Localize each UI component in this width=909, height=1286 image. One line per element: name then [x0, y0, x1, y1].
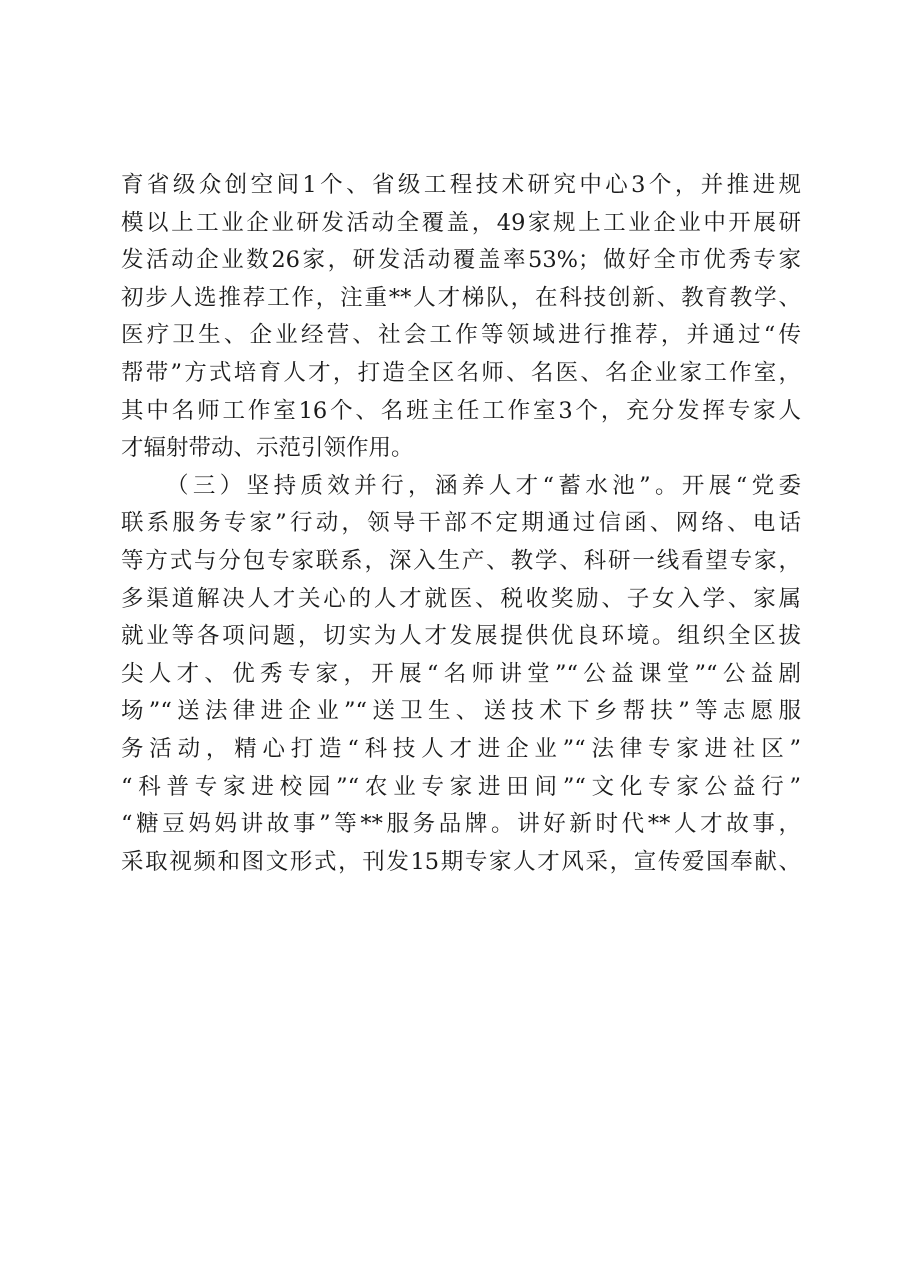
text-line: 多渠道解决人才关心的人才就医、税收奖励、子女入学、家属 [121, 585, 801, 612]
text-line: 尖人才、优秀专家，开展“名师讲堂”“公益课堂”“公益剧 [121, 660, 801, 687]
section-heading-line: （三）坚持质效并行，涵养人才“蓄水池”。开展“党委 [166, 472, 801, 499]
text-line: “科普专家进校园”“农业专家进田间”“文化专家公益行” [121, 773, 801, 800]
text-line: 模以上工业企业研发活动全覆盖，49家规上工业企业中开展研 [121, 209, 801, 236]
text-line: 等方式与分包专家联系，深入生产、教学、科研一线看望专家， [121, 547, 801, 574]
text-line: 初步人选推荐工作，注重**人才梯队，在科技创新、教育教学、 [121, 284, 801, 311]
text-line: 发活动企业数26家，研发活动覆盖率53%；做好全市优秀专家 [121, 247, 801, 274]
text-line: “糖豆妈妈讲故事”等**服务品牌。讲好新时代**人才故事， [121, 811, 801, 838]
text-line: 务活动，精心打造“科技人才进企业”“法律专家进社区” [121, 735, 801, 762]
text-line: 场”“送法律进企业”“送卫生、送技术下乡帮扶”等志愿服 [121, 698, 801, 725]
paragraph-end-line: 才辐射带动、示范引领作用。 [121, 435, 414, 462]
text-line: 帮带”方式培育人才，打造全区名师、名医、名企业家工作室， [121, 359, 801, 386]
text-line: 其中名师工作室16个、名班主任工作室3个，充分发挥专家人 [121, 397, 801, 424]
text-line: 联系服务专家”行动，领导干部不定期通过信函、网络、电话 [121, 510, 801, 537]
text-line: 医疗卫生、企业经营、社会工作等领域进行推荐，并通过“传 [121, 322, 801, 349]
text-line: 采取视频和图文形式，刊发15期专家人才风采，宣传爱国奉献、 [121, 848, 801, 875]
text-line: 育省级众创空间1个、省级工程技术研究中心3个，并推进规 [121, 172, 801, 198]
body-text [121, 167, 801, 881]
text-line: 就业等各项问题，切实为人才发展提供优良环境。组织全区拔 [121, 623, 801, 650]
